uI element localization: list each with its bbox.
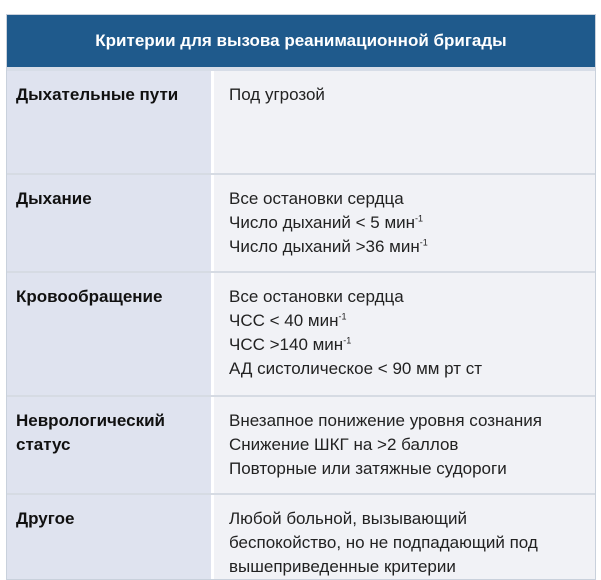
category-airway: Дыхательные пути [7,71,214,173]
criterion: ЧСС >140 мин$^{-1}$ [229,335,352,354]
criterion: Повторные или затяжные судороги [229,459,507,478]
criterion: Любой больной, вызывающий [229,509,467,528]
category-other: Другое [7,495,214,579]
criteria-cell [214,397,595,493]
criterion: беспокойство, но не подпадающий под [229,533,538,552]
table-title: Критерии для вызова реанимационной бригады [7,15,595,71]
criteria-table [6,14,596,580]
criterion: Все остановки сердца [229,287,404,306]
criterion: АД систолическое < 90 мм рт ст [229,359,483,378]
criteria-cell [214,175,595,271]
table-row [7,71,595,175]
criterion: Число дыханий >36 мин$^{-1}$ [229,237,428,256]
criterion: вышеприведенные критерии [229,557,456,576]
table-row [7,273,595,397]
category-neuro: Неврологический статус [7,397,214,493]
criteria-cell [214,495,595,579]
category-breathing: Дыхание [7,175,214,271]
criterion: Внезапное понижение уровня сознания [229,411,542,430]
table-row [7,397,595,495]
table-row [7,175,595,273]
criterion: ЧСС < 40 мин$^{-1}$ [229,311,347,330]
category-circulation: Кровообращение [7,273,214,395]
criteria-cell [214,71,595,173]
criterion: Под угрозой [229,85,325,104]
criterion: Снижение ШКГ на >2 баллов [229,435,459,454]
criteria-cell [214,273,595,395]
criterion: Число дыханий < 5 мин$^{-1}$ [229,213,424,232]
criterion: Все остановки сердца [229,189,404,208]
table-row [7,495,595,579]
